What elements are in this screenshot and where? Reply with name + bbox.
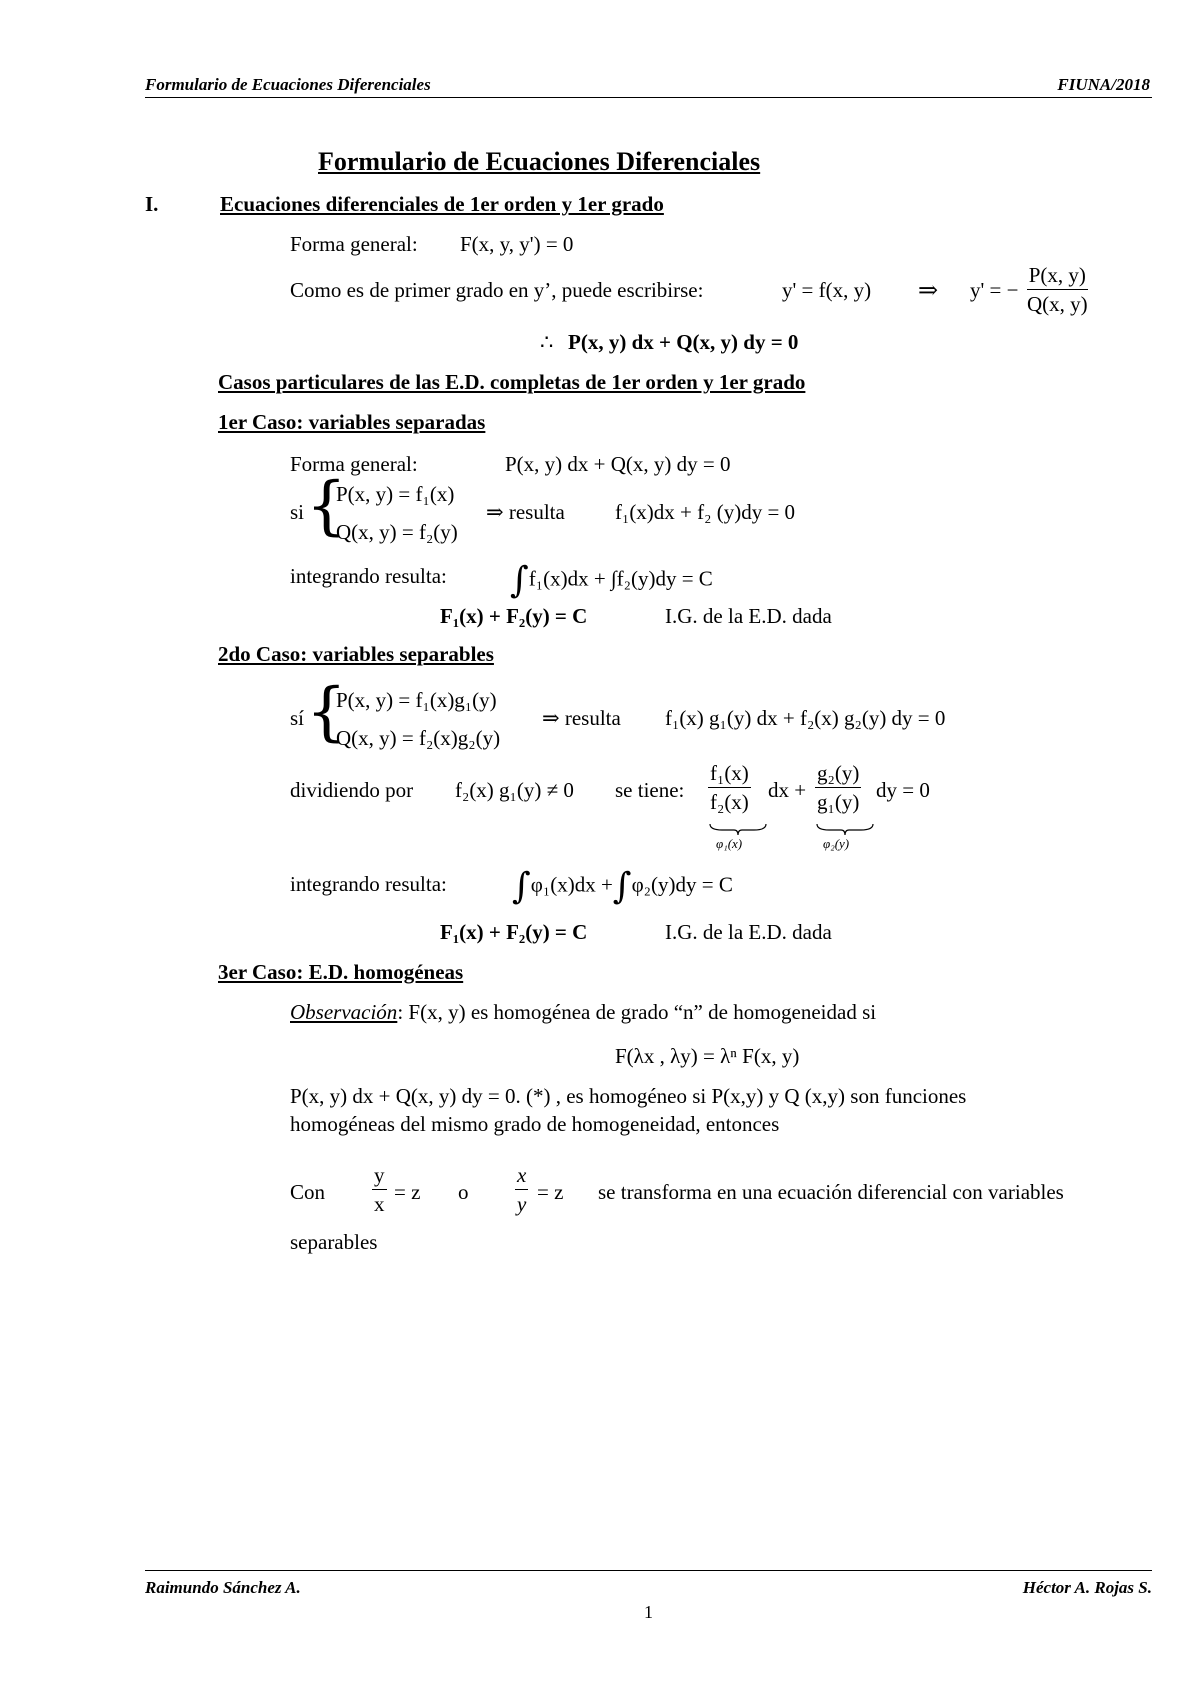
caso1-resulta-eq: f₁(x)dx + f₂ (y)dy = 0 (615, 500, 796, 524)
caso3-frac2-num: x (515, 1162, 528, 1190)
caso3-line1: P(x, y) dx + Q(x, y) dy = 0. (*) , es homogéneo si P(x,y) y Q (x,y) son funciones (290, 1084, 967, 1108)
integral-icon: ∫ (510, 560, 529, 601)
caso1-brace-icon: { (306, 469, 347, 543)
integral-icon: ∫ (512, 866, 531, 907)
caso1-final: F₁(x) + F₂(y) = C (440, 604, 588, 628)
header-rule (145, 97, 1152, 98)
caso3-frac1-den: x (374, 1192, 385, 1217)
caso1-integral (510, 560, 713, 601)
caso2-int-eq2: φ₂(y)dy = C (631, 872, 733, 897)
caso2-cond1: P(x, y) = f₁(x)g₁(y) (336, 688, 497, 712)
caso1-ig: I.G. de la E.D. dada (665, 604, 832, 628)
footer-left: Raimundo Sánchez A. (145, 1578, 301, 1597)
caso3-obs-eq: F(λx , λy) = λⁿ F(x, y) (615, 1044, 800, 1068)
caso2-frac1-den: f₂(x) (710, 790, 749, 815)
caso2-final: F₁(x) + F₂(y) = C (440, 920, 588, 944)
caso3-frac-y-x (372, 1162, 387, 1218)
header-left: Formulario de Ecuaciones Diferenciales (145, 75, 431, 94)
caso3-transforma: se transforma en una ecuación diferencial con variables (598, 1180, 1064, 1204)
caso2-dividiendo: dividiendo por (290, 778, 414, 802)
caso3-o: o (458, 1180, 469, 1204)
caso1-resulta: ⇒ resulta (486, 500, 565, 524)
caso2-si: sí (290, 706, 305, 730)
caso1-cond1: P(x, y) = f₁(x) (336, 482, 455, 506)
header-right: FIUNA/2018 (1057, 75, 1150, 94)
caso1-title: 1er Caso: variables separadas (218, 410, 486, 434)
caso2-dy-eq: dy = 0 (876, 778, 930, 802)
caso2-phi1: φ₁(x) (716, 836, 743, 851)
section-number: I. (145, 192, 159, 216)
page-title: Formulario de Ecuaciones Diferenciales (318, 147, 761, 176)
caso3-obs-label: Observación (290, 1000, 398, 1024)
caso3-title: 3er Caso: E.D. homogéneas (218, 960, 464, 984)
caso2-resulta-eq: f₁(x) g₁(y) dx + f₂(x) g₂(y) dy = 0 (665, 706, 946, 730)
page-number: 1 (644, 1602, 653, 1622)
caso3-observacion (290, 1000, 876, 1025)
caso2-brace-icon: { (306, 675, 347, 749)
forma-general-eq: F(x, y, y') = 0 (460, 232, 574, 256)
como-fraction (1025, 262, 1090, 318)
forma-general-label: Forma general: (290, 232, 418, 256)
caso2-frac2 (815, 760, 861, 816)
caso1-forma-label: Forma general: (290, 452, 418, 476)
como-eq2-left: y' = − (970, 278, 1019, 302)
caso2-title: 2do Caso: variables separables (218, 642, 494, 666)
integral-icon: ∫ (612, 866, 632, 907)
caso2-frac2-num: g₂(y) (815, 760, 861, 788)
caso1-integrando: integrando resulta: (290, 564, 447, 588)
caso2-underbrace1-icon (708, 822, 768, 836)
casos-title: Casos particulares de las E.D. completas de 1er orden y 1er grado (218, 370, 806, 394)
caso3-obs-text: : F(x, y) es homogénea de grado “n” de homogeneidad si (397, 1000, 877, 1024)
footer-right: Héctor A. Rojas S. (1022, 1578, 1152, 1597)
como-eq1: y' = f(x, y) (782, 278, 872, 302)
caso2-se-tiene: se tiene: (615, 778, 685, 802)
caso2-phi2: φ₂(y) (823, 836, 850, 851)
caso3-frac2-den: y (517, 1192, 527, 1217)
caso2-cond2: Q(x, y) = f₂(x)g₂(y) (336, 726, 501, 750)
therefore-symbol: ∴ (540, 330, 554, 354)
caso1-int-eq: f₁(x)dx + ∫f₂(y)dy = C (528, 566, 713, 591)
caso2-integral (512, 866, 733, 907)
como-den: Q(x, y) (1027, 292, 1088, 317)
caso2-underbrace2-icon (815, 822, 875, 836)
implies-arrow: ⇒ (918, 278, 939, 304)
caso3-con: Con (290, 1180, 326, 1204)
footer-rule (145, 1570, 1152, 1571)
caso3-eq-z1: = z (394, 1180, 421, 1204)
caso2-integrando: integrando resulta: (290, 872, 447, 896)
caso1-forma-eq: P(x, y) dx + Q(x, y) dy = 0 (505, 452, 731, 476)
caso3-line2: homogéneas del mismo grado de homogeneidad, entonces (290, 1112, 780, 1136)
section-title: Ecuaciones diferenciales de 1er orden y 1er grado (220, 192, 664, 216)
caso2-frac2-den: g₁(y) (817, 790, 860, 815)
caso2-int-eq1: φ₁(x)dx + (530, 872, 613, 897)
caso2-resulta: ⇒ resulta (542, 706, 621, 730)
como-num: P(x, y) (1027, 262, 1088, 290)
caso1-cond2: Q(x, y) = f₂(y) (336, 520, 458, 544)
caso3-frac1-num: y (372, 1162, 387, 1190)
caso3-frac-x-y (515, 1162, 528, 1218)
caso2-ig: I.G. de la E.D. dada (665, 920, 832, 944)
como-text: Como es de primer grado en y’, puede escribirse: (290, 278, 704, 302)
caso1-si: si (290, 500, 305, 524)
caso3-separables: separables (290, 1230, 378, 1254)
caso2-frac1 (708, 760, 751, 816)
caso2-frac1-num: f₁(x) (708, 760, 751, 788)
general-result: P(x, y) dx + Q(x, y) dy = 0 (568, 330, 799, 354)
caso3-eq-z2: = z (537, 1180, 564, 1204)
caso2-div-eq: f₂(x) g₁(y) ≠ 0 (455, 778, 574, 802)
caso2-dx-plus: dx + (768, 778, 807, 802)
